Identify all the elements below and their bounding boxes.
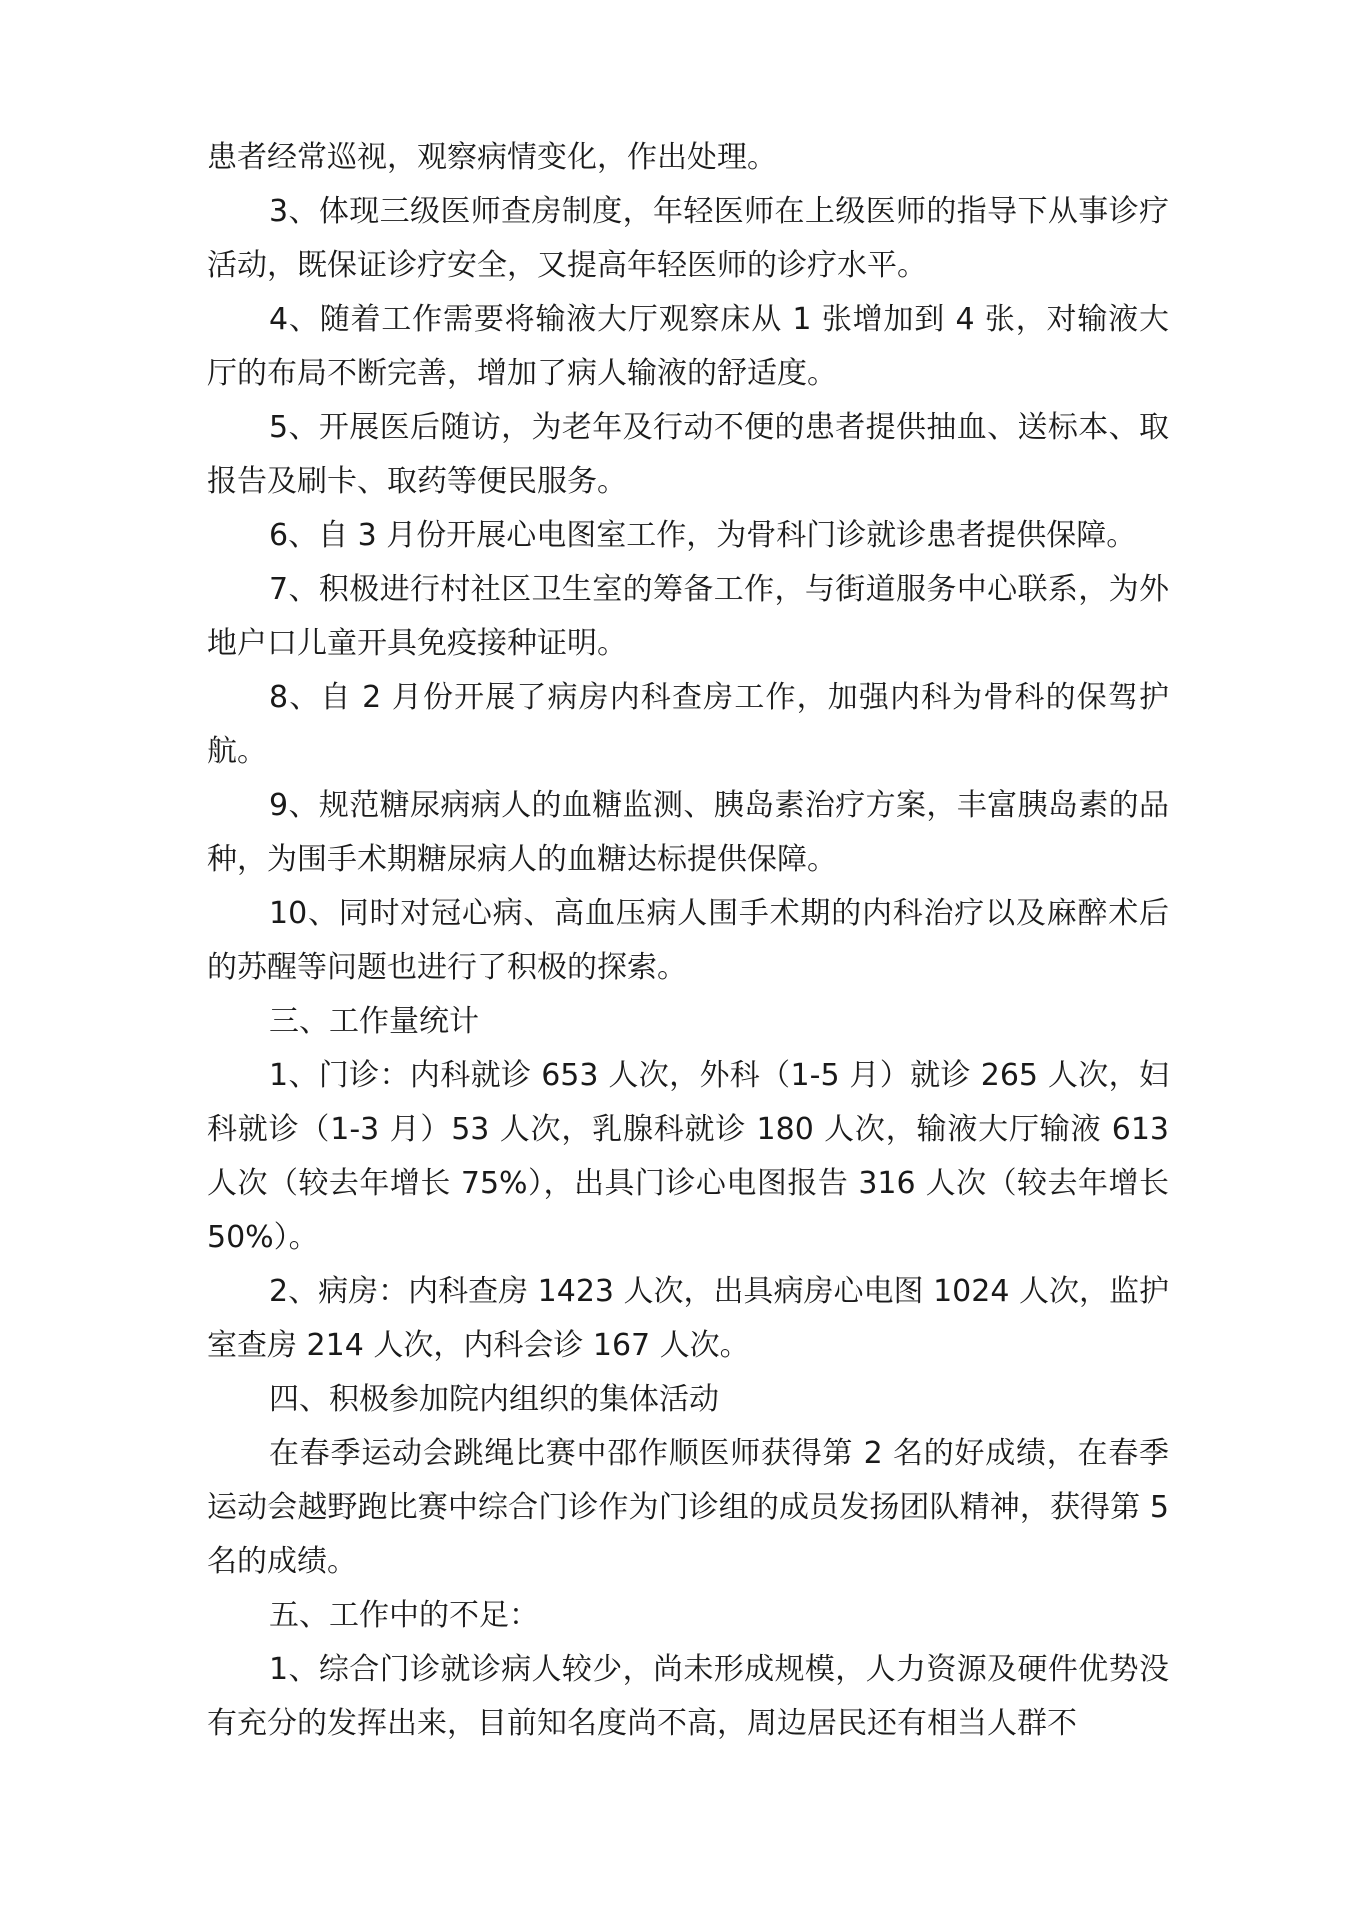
paragraph-ward-stats: 2、病房：内科查房 1423 人次，出具病房心电图 1024 人次，监护室查房 214 人次，内科会诊 167 人次。 — [207, 1274, 1169, 1363]
paragraph-item-8: 8、自 2 月份开展了病房内科查房工作，加强内科为骨科的保驾护航。 — [207, 680, 1169, 769]
paragraph-outpatient-stats: 1、门诊：内科就诊 653 人次，外科（1-5 月）就诊 265 人次，妇科就诊（1-3 月）53 人次，乳腺科就诊 180 人次，输液大厅输液 613 人次（较去年增长 75%），出具门诊心电图报告 316 人次（较去年增长 50%）。 — [207, 1058, 1169, 1255]
paragraph-item-5: 5、开展医后随访，为老年及行动不便的患者提供抽血、送标本、取报告及刷卡、取药等便民服务。 — [207, 410, 1169, 499]
section-heading-activities: 四、积极参加院内组织的集体活动 — [269, 1382, 719, 1417]
paragraph-item-3: 3、体现三级医师查房制度，年轻医师在上级医师的指导下从事诊疗活动，既保证诊疗安全，又提高年轻医师的诊疗水平。 — [207, 194, 1169, 283]
paragraph-continuation: 患者经常巡视，观察病情变化，作出处理。 — [207, 140, 777, 175]
section-heading-workload: 三、工作量统计 — [269, 1004, 479, 1039]
paragraph-item-4: 4、随着工作需要将输液大厅观察床从 1 张增加到 4 张，对输液大厅的布局不断完善，增加了病人输液的舒适度。 — [207, 302, 1169, 391]
paragraph-sports-results: 在春季运动会跳绳比赛中邵作顺医师获得第 2 名的好成绩，在春季运动会越野跑比赛中综合门诊作为门诊组的成员发扬团队精神，获得第 5 名的成绩。 — [207, 1436, 1169, 1579]
section-heading-shortcomings: 五、工作中的不足： — [269, 1598, 539, 1633]
paragraph-item-10: 10、同时对冠心病、高血压病人围手术期的内科治疗以及麻醉术后的苏醒等问题也进行了积极的探索。 — [207, 896, 1169, 985]
document-body — [207, 131, 1169, 1751]
paragraph-item-7: 7、积极进行村社区卫生室的筹备工作，与街道服务中心联系，为外地户口儿童开具免疫接种证明。 — [207, 572, 1169, 661]
paragraph-item-6: 6、自 3 月份开展心电图室工作，为骨科门诊就诊患者提供保障。 — [269, 518, 1137, 553]
paragraph-shortcoming-1: 1、综合门诊就诊病人较少，尚未形成规模，人力资源及硬件优势没有充分的发挥出来，目前知名度尚不高，周边居民还有相当人群不 — [207, 1652, 1169, 1741]
paragraph-item-9: 9、规范糖尿病病人的血糖监测、胰岛素治疗方案，丰富胰岛素的品种，为围手术期糖尿病人的血糖达标提供保障。 — [207, 788, 1169, 877]
